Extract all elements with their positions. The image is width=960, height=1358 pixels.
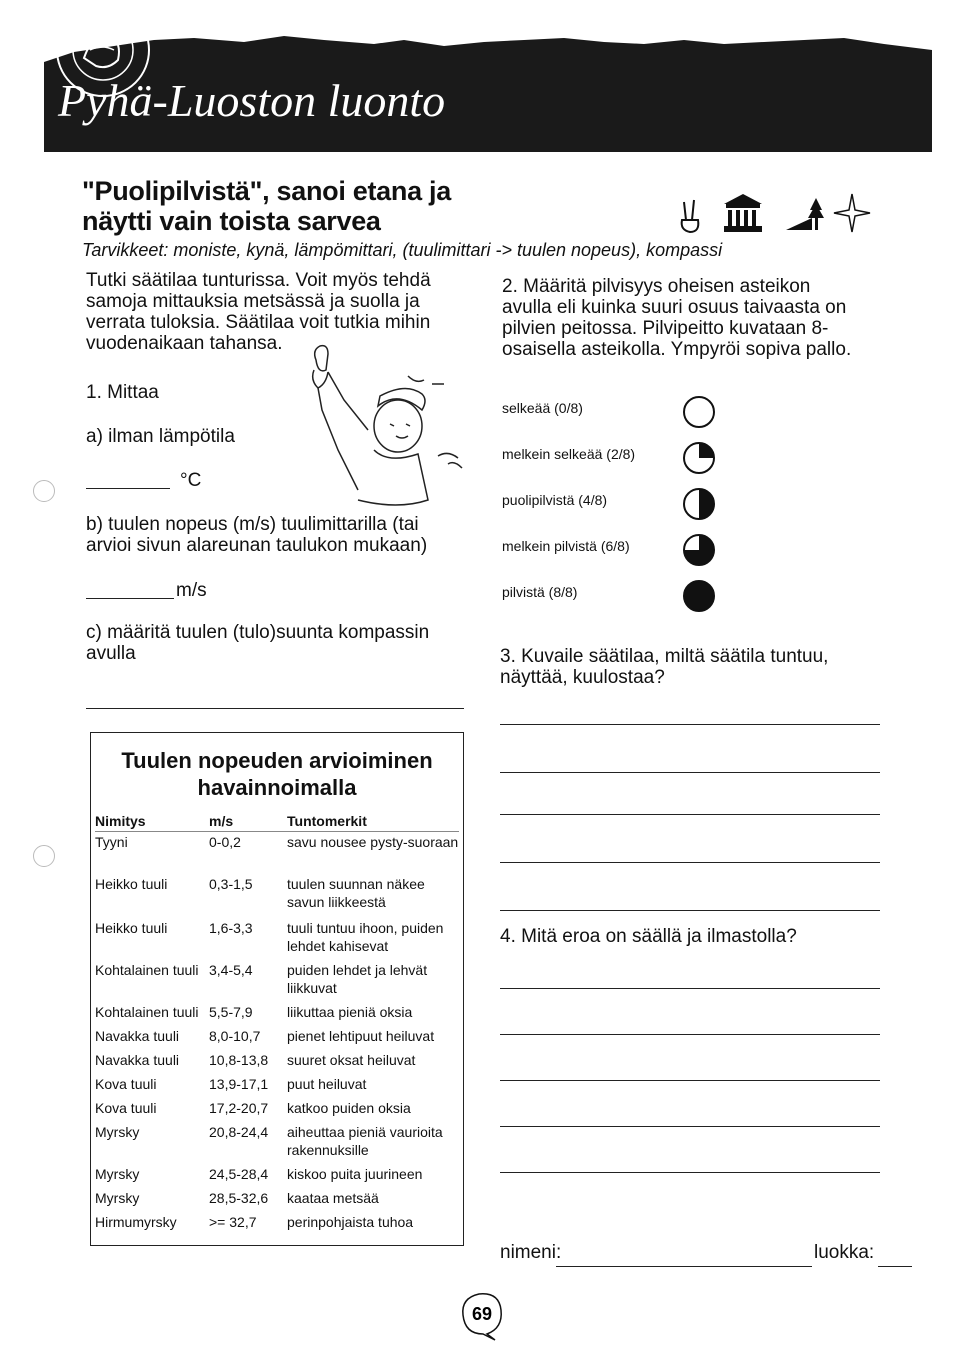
table-cell-signs: tuulen suunnan näkee savun liikkeestä: [287, 876, 425, 910]
national-park-logo: [44, 0, 162, 100]
cloud-cover-circle-icon[interactable]: [681, 578, 717, 614]
table-header-rule: [95, 831, 459, 832]
cloud-scale-row-1[interactable]: [500, 440, 720, 470]
q3-answer-line-3[interactable]: [500, 814, 880, 815]
q1c-label: c) määritä tuulen (tulo)suunta kompassin avulla: [86, 622, 430, 664]
table-cell-name: Tyyni: [95, 834, 128, 850]
cloud-cover-circle-icon[interactable]: [681, 394, 717, 430]
q1b-label: b) tuulen nopeus (m/s) tuulimittarilla (tai arvioi sivun alareunan taulukon mukaan): [86, 514, 428, 556]
table-cell-ms: 0,3-1,5: [209, 876, 253, 892]
person-with-anemometer-illustration: [298, 340, 488, 520]
q3-answer-line-2[interactable]: [500, 772, 880, 773]
table-cell-ms: 20,8-24,4: [209, 1124, 269, 1140]
q3-answer-line-4[interactable]: [500, 862, 880, 863]
table-cell-signs: aiheuttaa pieniä vaurioita rakennuksille: [287, 1124, 443, 1158]
museum-icon: [724, 194, 762, 232]
tree-arrow-icon: [786, 198, 824, 230]
table-cell-ms: >= 32,7: [209, 1214, 257, 1230]
temperature-unit: °C: [180, 470, 202, 491]
q3-text: 3. Kuvaile säätilaa, miltä säätila tuntuu, näyttää, kuulostaa?: [500, 646, 829, 688]
class-label: luokka:: [814, 1242, 875, 1263]
name-answer-line[interactable]: [556, 1266, 812, 1267]
q1a-label: a) ilman lämpötila: [86, 426, 235, 447]
table-cell-name: Kohtalainen tuuli: [95, 962, 199, 978]
table-cell-name: Kova tuuli: [95, 1100, 157, 1116]
table-cell-name: Navakka tuuli: [95, 1028, 180, 1044]
table-cell-name: Navakka tuuli: [95, 1052, 180, 1068]
table-cell-ms: 13,9-17,1: [209, 1076, 269, 1092]
table-cell-ms: 10,8-13,8: [209, 1052, 269, 1068]
table-cell-name: Heikko tuuli: [95, 920, 168, 936]
wind-speed-table-box: [90, 732, 464, 1246]
cloud-scale-label: selkeää (0/8): [502, 400, 583, 416]
intro-text: Tutki säätilaa tunturissa. Voit myös tehdä samoja mittauksia metsässä ja suolla ja verrata tuloksia. Säätilaa voit tutkia mihin vuodenaikaan tahansa.: [86, 270, 431, 354]
table-cell-name: Kohtalainen tuuli: [95, 1004, 199, 1020]
tools-line: Tarvikkeet: moniste, kynä, lämpömittari, (tuulimittari -> tuulen nopeus), kompassi: [82, 240, 723, 260]
table-cell-signs: puiden lehdet ja lehvät liikkuvat: [287, 962, 428, 996]
cloud-circle-outline: [684, 397, 714, 427]
table-cell-signs: liikuttaa pieniä oksia: [287, 1004, 413, 1020]
temperature-answer-line[interactable]: [86, 488, 170, 489]
section-heading: "Puolipilvistä", sanoi etana ja näytti vain toista sarvea: [82, 176, 451, 236]
table-title: Tuulen nopeuden arvioiminen havainnoimalla: [121, 748, 433, 800]
logo-text: PYHÄ-LUOSTO: [84, 6, 150, 16]
table-cell-name: Hirmumyrsky: [95, 1214, 177, 1230]
cloud-cover-circle-icon[interactable]: [681, 532, 717, 568]
table-cell-ms: 17,2-20,7: [209, 1100, 269, 1116]
table-cell-name: Kova tuuli: [95, 1076, 157, 1092]
punch-hole-top: [33, 480, 55, 502]
table-cell-name: Heikko tuuli: [95, 876, 168, 892]
q3-answer-line-1[interactable]: [500, 724, 880, 725]
q3-answer-line-5[interactable]: [500, 910, 880, 911]
cloud-scale-label: melkein selkeää (2/8): [502, 446, 636, 462]
cloud-scale-row-0[interactable]: [500, 394, 720, 424]
table-header-name: Nimitys: [95, 813, 146, 829]
table-cell-ms: 5,5-7,9: [209, 1004, 253, 1020]
q1-title: 1. Mittaa: [86, 382, 159, 403]
q4-answer-line-5[interactable]: [500, 1172, 880, 1173]
table-cell-signs: savu nousee pysty-suoraan: [287, 834, 459, 850]
q4-answer-line-1[interactable]: [500, 988, 880, 989]
table-cell-signs: kiskoo puita juurineen: [287, 1166, 423, 1182]
wind-speed-unit: m/s: [176, 580, 207, 601]
header-banner: [44, 0, 932, 152]
table-cell-signs: perinpohjaista tuhoa: [287, 1214, 414, 1230]
table-header-signs: Tuntomerkit: [287, 813, 367, 829]
hand-peace-icon: [682, 200, 699, 232]
compass-star-icon: [834, 194, 870, 232]
q4-text: 4. Mitä eroa on säällä ja ilmastolla?: [500, 926, 797, 947]
activity-icons: [676, 190, 876, 236]
cloud-scale-row-2[interactable]: [500, 486, 720, 516]
cloud-circle-outline: [684, 581, 714, 611]
page-title: Pyhä-Luoston luonto: [58, 75, 446, 126]
page-number: 69: [471, 1304, 493, 1324]
cloud-scale-label: pilvistä (8/8): [502, 584, 578, 600]
punch-hole-bottom: [33, 845, 55, 867]
cloud-scale-label: puolipilvistä (4/8): [502, 492, 608, 508]
page-number-badge: [455, 1288, 509, 1342]
q2-text: 2. Määritä pilvisyys oheisen asteikon avulla eli kuinka suuri osuus taivaasta on pilvien peitossa. Pilvipeitto kuvataan 8-osaisella asteikolla. Ympyröi sopiva pallo.: [502, 276, 852, 360]
q4-answer-line-4[interactable]: [500, 1126, 880, 1127]
table-cell-ms: 1,6-3,3: [209, 920, 253, 936]
cloud-cover-circle-icon[interactable]: [681, 440, 717, 476]
table-cell-ms: 24,5-28,4: [209, 1166, 269, 1182]
cloud-fill-segment: [699, 489, 714, 519]
wind-speed-answer-line[interactable]: [86, 598, 174, 599]
table-cell-name: Myrsky: [95, 1124, 140, 1140]
table-cell-ms: 28,5-32,6: [209, 1190, 269, 1206]
name-label: nimeni:: [500, 1242, 562, 1263]
table-cell-signs: puut heiluvat: [287, 1076, 367, 1092]
wind-direction-answer-line[interactable]: [86, 708, 464, 709]
table-cell-signs: suuret oksat heiluvat: [287, 1052, 416, 1068]
table-cell-name: Myrsky: [95, 1166, 140, 1182]
table-cell-signs: katkoo puiden oksia: [287, 1100, 411, 1116]
q4-answer-line-3[interactable]: [500, 1080, 880, 1081]
q4-answer-line-2[interactable]: [500, 1034, 880, 1035]
table-cell-signs: tuuli tuntuu ihoon, puiden lehdet kahisevat: [287, 920, 444, 954]
cloud-cover-circle-icon[interactable]: [681, 486, 717, 522]
cloud-scale-row-4[interactable]: [500, 578, 720, 608]
cloud-scale-row-3[interactable]: [500, 532, 720, 562]
table-cell-signs: pienet lehtipuut heiluvat: [287, 1028, 435, 1044]
table-header-ms: m/s: [209, 813, 234, 829]
table-cell-signs: kaataa metsää: [287, 1190, 379, 1206]
table-cell-ms: 8,0-10,7: [209, 1028, 261, 1044]
cloud-scale-label: melkein pilvistä (6/8): [502, 538, 630, 554]
class-answer-line[interactable]: [878, 1266, 912, 1267]
table-cell-ms: 3,4-5,4: [209, 962, 253, 978]
table-cell-ms: 0-0,2: [209, 834, 241, 850]
table-cell-name: Myrsky: [95, 1190, 140, 1206]
